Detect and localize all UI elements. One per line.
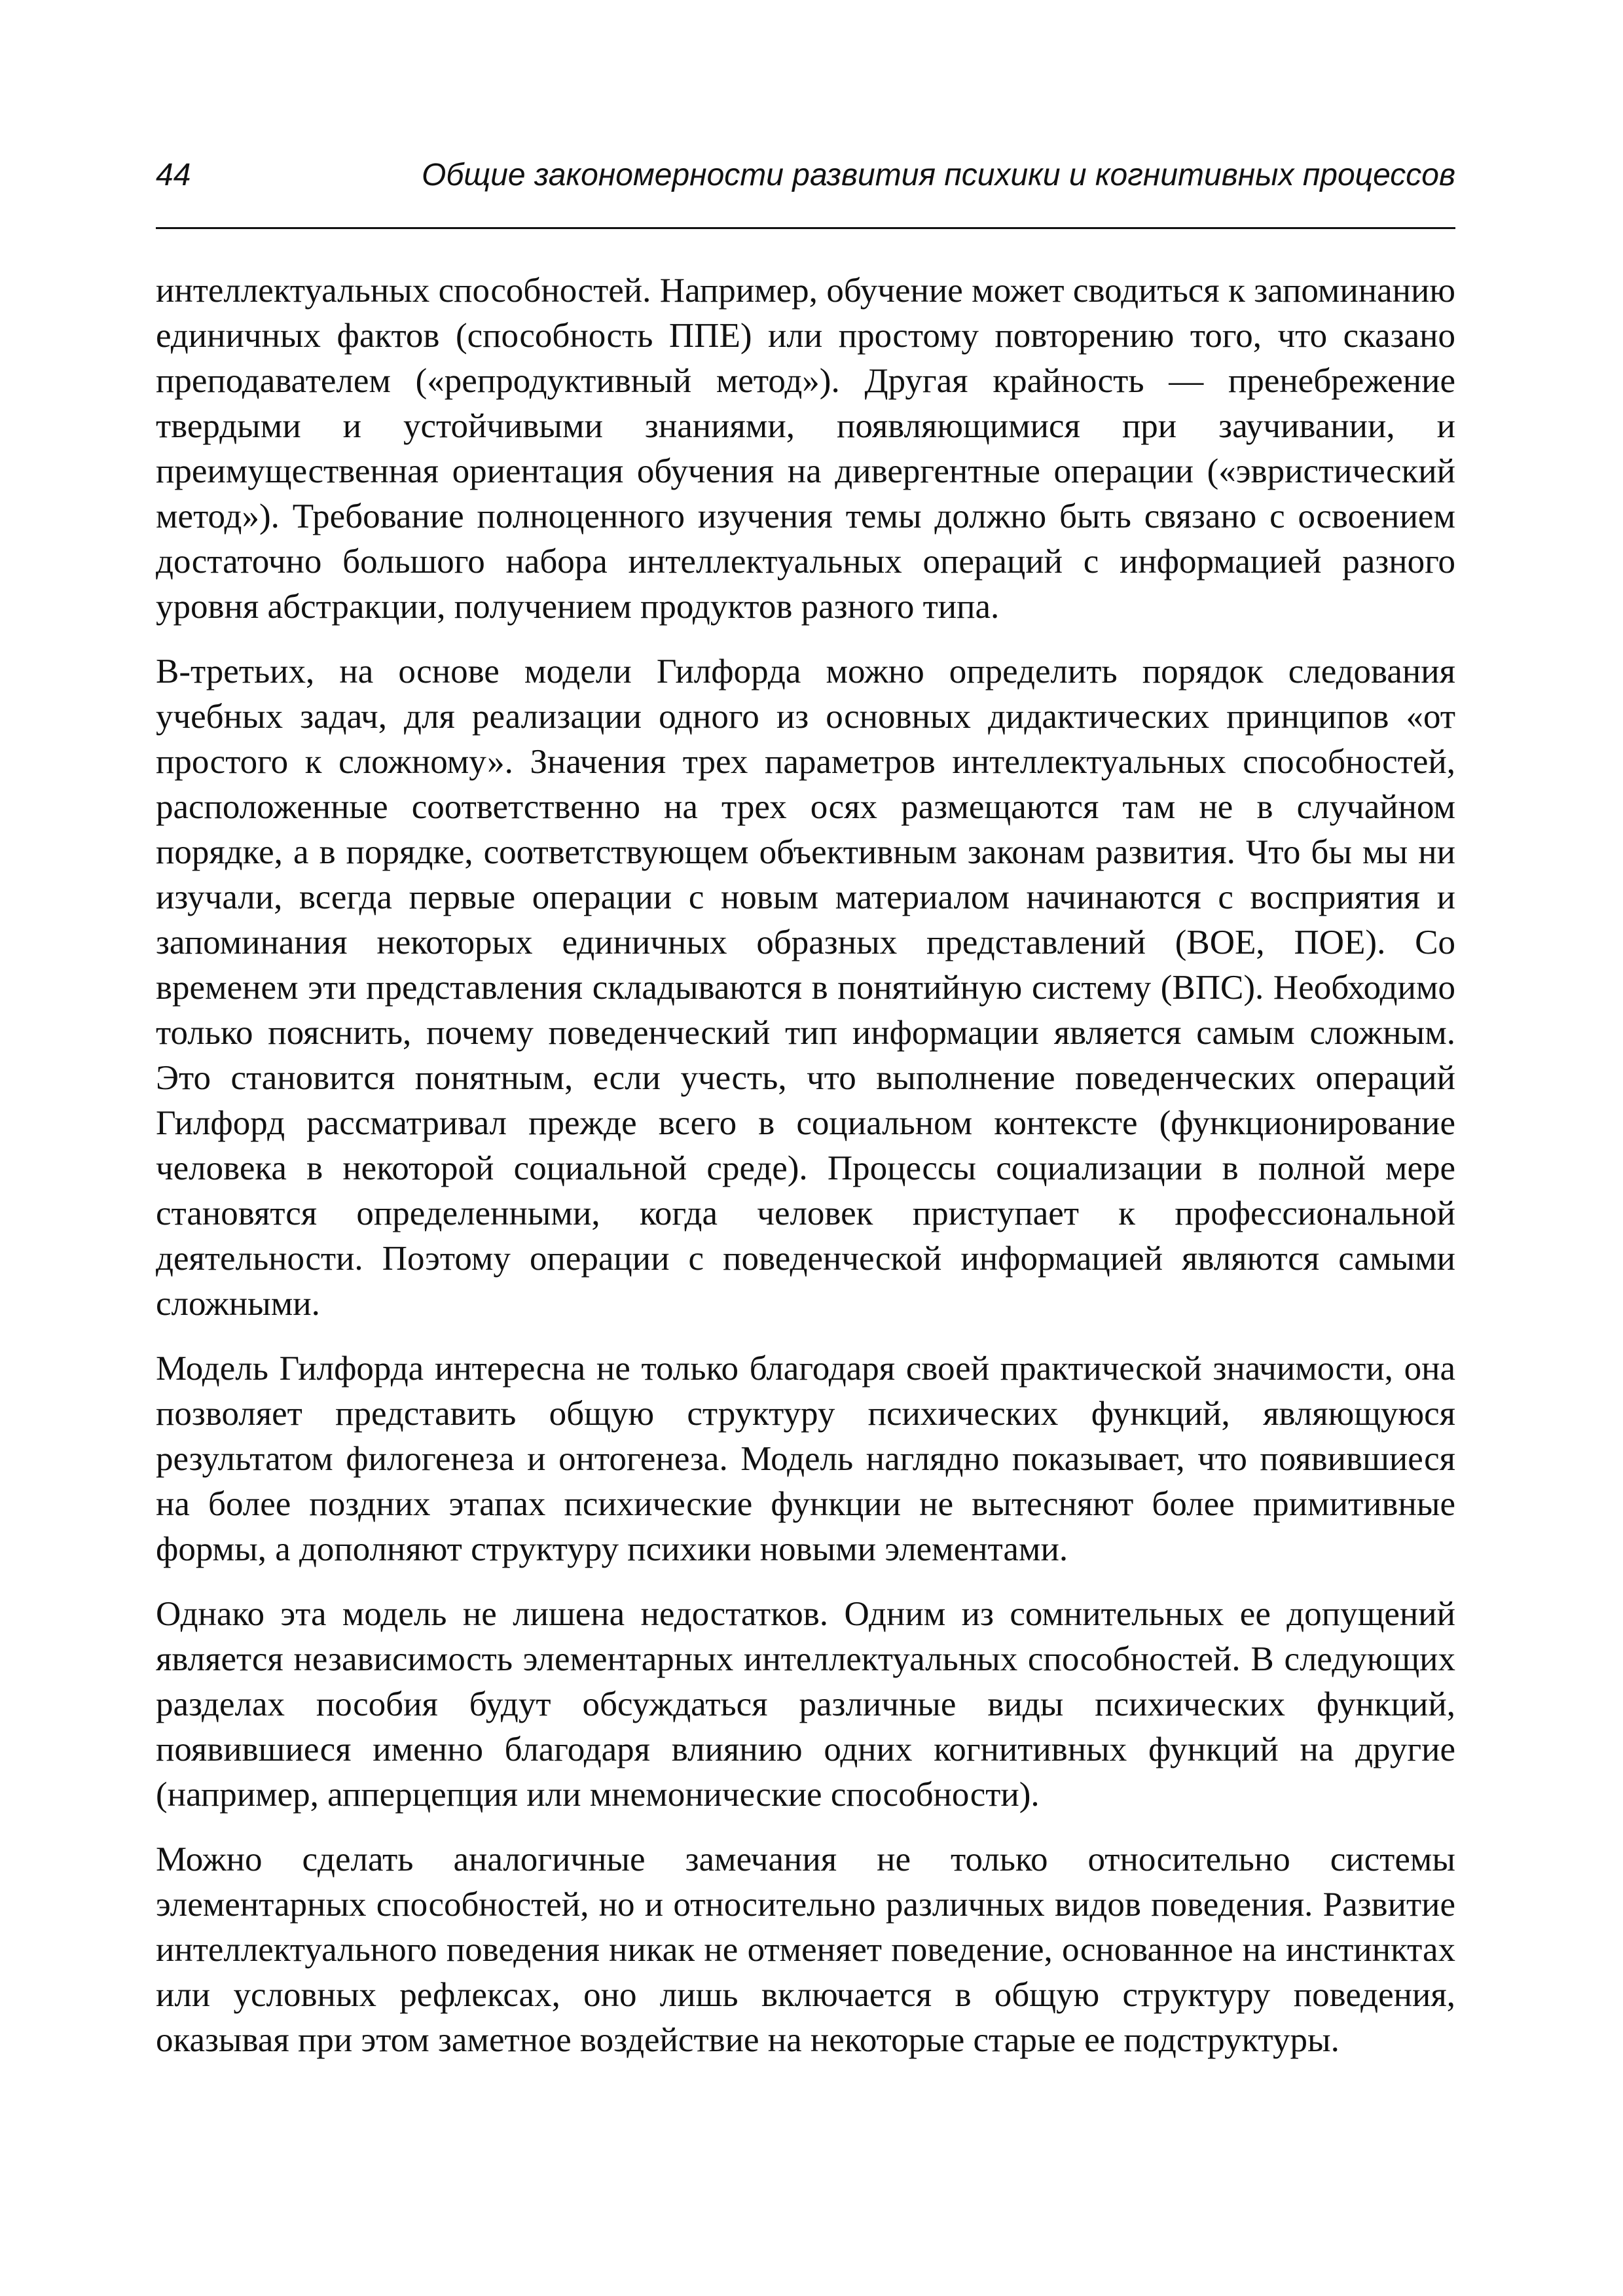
running-header	[156, 156, 1455, 202]
paragraph-4: Однако эта модель не лишена недостатков. Одним из сомнительных ее допущений является независимость элементарных интеллектуальных способностей. В следующих разделах пособия будут обсуждаться различные виды психических функций, появившиеся именно благодаря влиянию одних когнитивных функций на другие (например, апперцепция или мнемонические способности).	[156, 1595, 1455, 1814]
running-title: Общие закономерности развития психики и когнитивных процессов	[422, 158, 1455, 192]
header-divider	[156, 227, 1455, 229]
paragraph-3: Модель Гилфорда интересна не только благодаря своей практической значимости, она позволяет представить общую структуру психических функций, являющуюся результатом филогенеза и онтогенеза. Модель наглядно показывает, что появившиеся на более поздних этапах психические функции не вытесняют более примитивные формы, а дополняют структуру психики новыми элементами.	[156, 1350, 1455, 1568]
paragraph-2: В-третьих, на основе модели Гилфорда можно определить порядок следования учебных задач, для реализации одного из основных дидактических принципов «от простого к сложному». Значения трех параметров интеллектуальных способностей, расположенные соответственно на трех осях размещаются там не в случайном порядке, а в порядке, соответствующем объективным законам развития. Что бы мы ни изучали, всегда первые операции с новым материалом начинаются с восприятия и запоминания некоторых единичных образных представлений (ВОЕ, ПОЕ). Со временем эти представления складываются в понятийную систему (ВПС). Необходимо только пояснить, почему поведенческий тип информации является самым сложным. Это становится понятным, если учесть, что выполнение поведенческих операций Гилфорд рассматривал прежде всего в социальном контексте (функционирование человека в некоторой социальной среде). Процессы социализации в полной мере становятся определенными, когда человек приступает к профессиональной деятельности. Поэтому операции с поведенческой информацией являются самыми сложными.	[156, 653, 1455, 1323]
paragraph-5: Можно сделать аналогичные замечания не только относительно системы элементарных способностей, но и относительно различных видов поведения. Развитие интеллектуального поведения никак не отменяет поведение, основанное на инстинктах или условных рефлексах, оно лишь включается в общую структуру поведения, оказывая при этом заметное воздействие на некоторые старые ее подструктуры.	[156, 1840, 1455, 2059]
paragraph-1: интеллектуальных способностей. Например, обучение может сводиться к запоминанию единичных фактов (способность ППЕ) или простому повторению того, что сказано преподавателем («репродуктивный метод»). Другая крайность — пренебрежение твердыми и устойчивыми знаниями, появляющимися при заучивании, и преимущественная ориентация обучения на дивергентные операции («эвристический метод»). Требование полноценного изучения темы должно быть связано с освоением достаточно большого набора интеллектуальных операций с информацией разного уровня абстракции, получением продуктов разного типа.	[156, 272, 1455, 626]
page-number: 44	[156, 158, 191, 192]
body-text	[156, 268, 1455, 2083]
